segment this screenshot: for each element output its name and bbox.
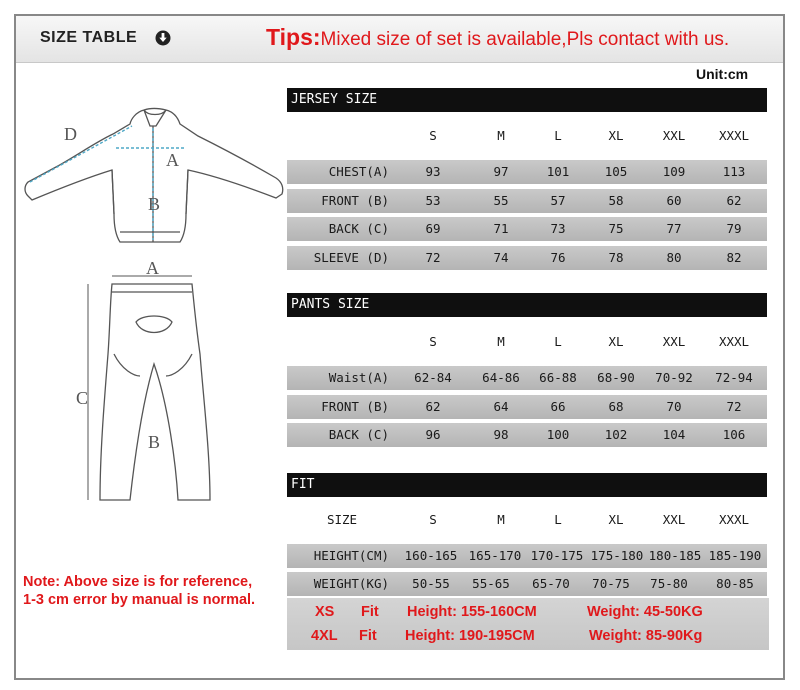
- pants-section-title: PANTS SIZE: [287, 293, 767, 317]
- extra-size-fit: Fit: [359, 628, 377, 644]
- fit-size-header-row: [287, 508, 767, 532]
- size-heading: S: [429, 334, 437, 349]
- pants-label-c: C: [76, 388, 89, 408]
- row-label: SLEEVE (D): [313, 250, 389, 265]
- row-label: FRONT (B): [321, 399, 389, 414]
- size-heading: S: [429, 512, 437, 527]
- tips-label: Tips:: [266, 24, 321, 50]
- tips-text: [266, 24, 729, 51]
- download-circle-icon: [155, 30, 171, 46]
- table-row: [287, 246, 767, 270]
- table-cell: 165-170: [468, 548, 522, 563]
- extra-size-code: XS: [315, 604, 335, 620]
- extra-size-height: Height: 155-160CM: [407, 604, 537, 620]
- table-cell: 60: [666, 193, 682, 208]
- jersey-size-header-row: [287, 124, 767, 148]
- reference-note-line: Note: Above size is for reference,: [23, 574, 253, 590]
- reference-note-line: 1-3 cm error by manual is normal.: [23, 592, 256, 608]
- table-cell: 74: [493, 250, 509, 265]
- extra-size-fit: Fit: [361, 604, 379, 620]
- table-cell: 69: [425, 221, 441, 236]
- table-cell: 101: [546, 164, 570, 179]
- table-row: [287, 366, 767, 390]
- table-cell: 70-92: [655, 370, 693, 385]
- table-cell: 53: [425, 193, 441, 208]
- table-cell: 109: [662, 164, 686, 179]
- table-cell: 102: [604, 427, 628, 442]
- extra-size-weight: Weight: 85-90Kg: [589, 628, 703, 644]
- table-cell: 72: [425, 250, 441, 265]
- size-heading: M: [497, 512, 505, 527]
- size-heading: XXL: [662, 334, 686, 349]
- header-bar: [16, 16, 783, 63]
- row-label: BACK (C): [328, 221, 389, 236]
- table-cell: 76: [550, 250, 566, 265]
- table-cell: 100: [546, 427, 570, 442]
- table-cell: 77: [666, 221, 682, 236]
- size-heading: XL: [608, 512, 624, 527]
- size-heading: XXXL: [718, 128, 750, 143]
- size-heading: L: [554, 128, 562, 143]
- table-cell: 97: [493, 164, 509, 179]
- table-cell: 113: [722, 164, 746, 179]
- size-heading: XXL: [662, 512, 686, 527]
- size-heading: L: [554, 512, 562, 527]
- table-cell: 62: [425, 399, 441, 414]
- table-cell: 98: [493, 427, 509, 442]
- table-cell: 72: [726, 399, 742, 414]
- table-cell: 104: [662, 427, 686, 442]
- size-heading: M: [497, 128, 505, 143]
- table-cell: 106: [722, 427, 746, 442]
- table-cell: 70: [666, 399, 682, 414]
- size-heading: XL: [608, 334, 624, 349]
- row-label: FRONT (B): [321, 193, 389, 208]
- row-label: Waist(A): [328, 370, 389, 385]
- table-cell: 96: [425, 427, 441, 442]
- fit-size-label: SIZE: [326, 512, 358, 527]
- tips-message: Mixed size of set is available,Pls contact with us.: [320, 29, 730, 50]
- size-heading: S: [429, 128, 437, 143]
- size-heading: L: [554, 334, 562, 349]
- table-cell: 62: [726, 193, 742, 208]
- unit-label: Unit:cm: [696, 66, 749, 82]
- table-cell: 68: [608, 399, 624, 414]
- table-cell: 80: [666, 250, 682, 265]
- table-cell: 62-84: [414, 370, 452, 385]
- table-cell: 75: [608, 221, 624, 236]
- table-cell: 55: [493, 193, 509, 208]
- pants-size-header-row: [287, 330, 767, 354]
- extra-sizes-panel: [287, 598, 769, 650]
- pants-measure-lines: [88, 276, 192, 500]
- table-cell: 175-180: [590, 548, 644, 563]
- table-cell: 66: [550, 399, 566, 414]
- extra-size-code: 4XL: [311, 628, 338, 644]
- table-row: [287, 395, 767, 419]
- size-heading: XL: [608, 128, 624, 143]
- table-cell: 185-190: [708, 548, 762, 563]
- table-row: [287, 217, 767, 241]
- table-cell: 70-75: [592, 576, 630, 591]
- table-cell: 79: [726, 221, 742, 236]
- extra-size-height: Height: 190-195CM: [405, 628, 535, 644]
- fit-section-title: FIT: [287, 473, 767, 497]
- row-label: HEIGHT(CM): [313, 548, 389, 563]
- jersey-section-title: JERSEY SIZE: [287, 88, 767, 112]
- jersey-label-a: A: [166, 150, 179, 170]
- table-cell: 68-90: [597, 370, 635, 385]
- table-cell: 72-94: [715, 370, 753, 385]
- row-label: BACK (C): [328, 427, 389, 442]
- table-cell: 105: [604, 164, 628, 179]
- table-cell: 71: [493, 221, 509, 236]
- table-cell: 66-88: [539, 370, 577, 385]
- reference-note: [23, 573, 255, 609]
- jersey-measure-lines: [30, 126, 184, 240]
- size-heading: XXL: [662, 128, 686, 143]
- table-row: [287, 189, 767, 213]
- pants-drawing: [100, 284, 210, 500]
- table-cell: 93: [425, 164, 441, 179]
- row-label: CHEST(A): [328, 164, 389, 179]
- jersey-label-b: B: [148, 194, 161, 214]
- size-heading: XXXL: [718, 334, 750, 349]
- table-cell: 78: [608, 250, 624, 265]
- size-heading: M: [497, 334, 505, 349]
- size-table-title: SIZE TABLE: [40, 29, 138, 46]
- table-cell: 64-86: [482, 370, 520, 385]
- extra-size-weight: Weight: 45-50KG: [587, 604, 703, 620]
- table-row: [287, 423, 767, 447]
- table-row: [287, 572, 767, 596]
- jersey-label-d: D: [64, 124, 77, 144]
- table-row: [287, 544, 767, 568]
- table-cell: 73: [550, 221, 566, 236]
- table-cell: 64: [493, 399, 509, 414]
- table-cell: 160-165: [404, 548, 458, 563]
- table-cell: 75-80: [650, 576, 688, 591]
- row-label: WEIGHT(KG): [313, 576, 389, 591]
- pants-label-b: B: [148, 432, 161, 452]
- table-row: [287, 160, 767, 184]
- table-cell: 82: [726, 250, 742, 265]
- size-heading: XXXL: [718, 512, 750, 527]
- pants-label-a: A: [146, 258, 159, 278]
- table-cell: 65-70: [532, 576, 570, 591]
- table-cell: 170-175: [530, 548, 584, 563]
- table-cell: 55-65: [472, 576, 510, 591]
- table-cell: 57: [550, 193, 566, 208]
- table-cell: 180-185: [648, 548, 702, 563]
- table-cell: 58: [608, 193, 624, 208]
- table-cell: 80-85: [716, 576, 754, 591]
- table-cell: 50-55: [412, 576, 450, 591]
